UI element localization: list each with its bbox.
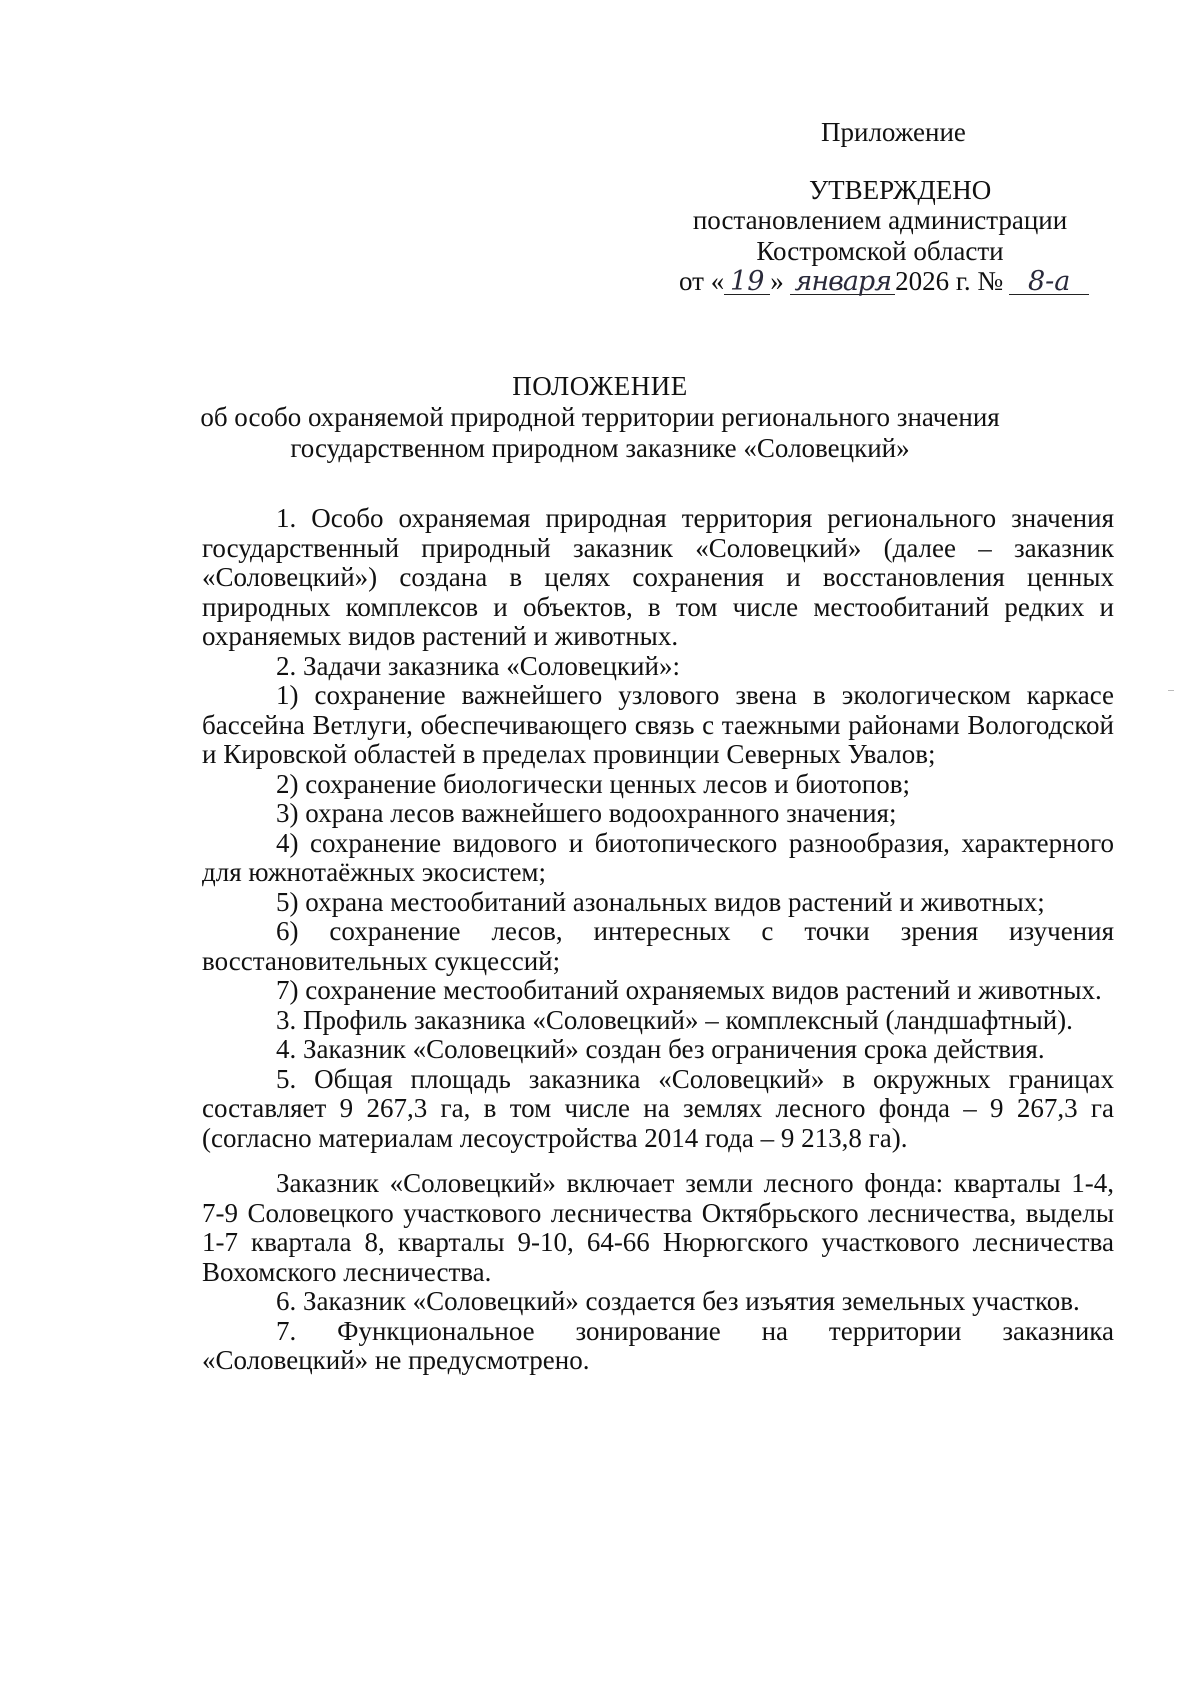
document-title: ПОЛОЖЕНИЕ [512, 371, 688, 401]
date-mid: » [770, 266, 784, 296]
paragraph: 4. Заказник «Соловецкий» создан без ограничения срока действия. [276, 1034, 1045, 1064]
paragraph: 7) сохранение местообитаний охраняемых видов растений и животных. [276, 975, 1102, 1005]
paragraph: 1. Особо охраняемая природная территория регионального значения государственный природный заказник «Соловецкий» (далее – заказник «Соловецкий») создана в целях сохранения и восстановления ценных природных комплексов и объектов, в том числе местообитаний редких и охраняемых видов растений и животных. [202, 503, 1114, 651]
paragraph: 6. Заказник «Соловецкий» создается без изъятия земельных участков. [276, 1286, 1080, 1316]
paragraph: 5. Общая площадь заказника «Соловецкий» в окружных границах составляет 9 267,3 га, в том числе на землях лесного фонда – 9 267,3 га (согласно материалам лесоустройства 2014 года – 9 213,8 га). [202, 1063, 1114, 1153]
approval-line-1: постановлением администрации [692, 205, 1068, 235]
handwritten-month: января [790, 270, 895, 295]
annex-label: Приложение [821, 117, 966, 147]
paragraph: 5) охрана местообитаний азональных видов растений и животных; [276, 886, 1045, 917]
handwritten-day: 19 [724, 270, 770, 295]
approval-date-line [679, 267, 1089, 297]
document-subtitle-1: об особо охраняемой природной территории регионального значения [200, 402, 1000, 432]
paragraph: 4) сохранение видового и биотопического разнообразия, характерного для южнотаёжных экосистем; [202, 827, 1114, 887]
paragraph: 7. Функциональное зонирование на территории заказника «Соловецкий» не предусмотрено. [202, 1315, 1114, 1375]
document-subtitle-2: государственном природном заказнике «Соловецкий» [290, 433, 910, 463]
paragraph: 2) сохранение биологически ценных лесов и биотопов; [276, 768, 910, 799]
paragraph: 1) сохранение важнейшего узлового звена в экологическом каркасе бассейна Ветлуги, обеспечивающего связь с таежными районами Вологодской и Кировской областей в пределах провинции Северных Увалов; [202, 680, 1114, 769]
approved-stamp-text: УТВЕРЖДЕНО [809, 175, 992, 205]
paragraph: Заказник «Соловецкий» включает земли лесного фонда: кварталы 1-4, 7-9 Соловецкого участкового лесничества Октябрьского лесничества, выделы 1-7 квартала 8, кварталы 9-10, 64-66 Нюрюгского участкового лесничества Вохомского лесничества. [202, 1168, 1114, 1287]
date-year: 2026 г. № [895, 266, 1004, 296]
document-body [202, 504, 1114, 1376]
paragraph: 3) охрана лесов важнейшего водоохранного значения; [276, 798, 897, 828]
paragraph: 6) сохранение лесов, интересных с точки зрения изучения восстановительных сукцессий; [202, 916, 1114, 976]
handwritten-number: 8-а [1009, 270, 1089, 295]
date-prefix: от « [679, 266, 725, 296]
paragraph: 2. Задачи заказника «Соловецкий»: [276, 650, 680, 681]
paragraph: 3. Профиль заказника «Соловецкий» – комплексный (ландшафтный). [276, 1004, 1073, 1035]
scan-artifact [1168, 690, 1174, 691]
approval-line-2: Костромской области [756, 236, 1004, 266]
